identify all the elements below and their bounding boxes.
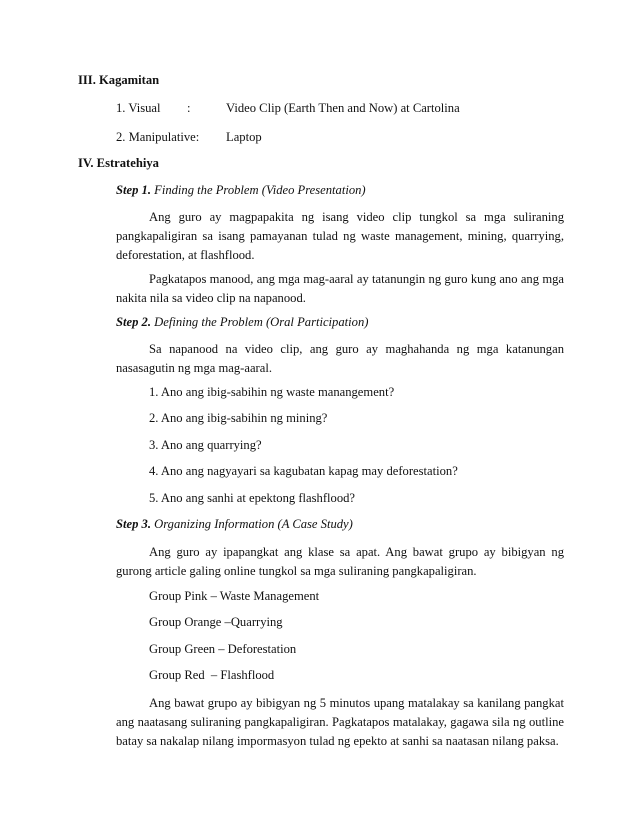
group-item: Group Green – Deforestation	[149, 642, 297, 656]
step-2-number: Step 2.	[116, 315, 151, 329]
group-item: Group Pink – Waste Management	[149, 589, 320, 603]
question-item: 1. Ano ang ibig-sabihin ng waste manangement?	[149, 385, 395, 399]
step-2-heading	[116, 315, 368, 330]
material-label-visual: 1. Visual	[116, 101, 161, 115]
step-1-paragraph-1-text: Ang guro ay magpapakita ng isang video clip tungkol sa mga suliraning pangkapaligiran sa isang pamayanan tulad ng waste management, mining, quarrying, deforestation, at flashflood.	[116, 210, 564, 262]
step-1-paragraph-2-text: Pagkatapos manood, ang mga mag-aaral ay tatanungin ng guro kung ano ang mga nakita nila sa video clip na napanood.	[116, 272, 564, 305]
step-3-paragraph-2-text: Ang bawat grupo ay bibigyan ng 5 minutos upang matalakay sa kanilang pangkat ang naatasang suliraning pangkapaligiran. Pagkatapos matalakay, gagawa sila ng outline batay sa nakalap nilang impormasyon tulad ng epekto at sanhi sa naatasan nilang paksa.	[116, 696, 564, 748]
step-1-heading	[116, 183, 366, 198]
step-3-heading	[116, 517, 353, 532]
material-label-manipulative: 2. Manipulative:	[116, 130, 200, 144]
step-3-paragraph-1-text: Ang guro ay ipapangkat ang klase sa apat. Ang bawat grupo ay bibigyan ng gurong article galing online tungkol sa mga suliraning pangkapaligiran.	[116, 545, 564, 578]
material-separator: :	[187, 101, 191, 115]
step-3-paragraph-1	[116, 543, 564, 581]
step-2-paragraph-1	[116, 340, 564, 378]
question-item: 4. Ano ang nagyayari sa kagubatan kapag may deforestation?	[149, 464, 458, 478]
group-item: Group Orange –Quarrying	[149, 615, 283, 629]
group-item: Group Red – Flashflood	[149, 668, 275, 682]
step-1-paragraph-2	[116, 270, 564, 308]
question-item: 5. Ano ang sanhi at epektong flashflood?	[149, 491, 356, 505]
step-3-number: Step 3.	[116, 517, 151, 531]
question-item: 3. Ano ang quarrying?	[149, 438, 262, 452]
step-2-paragraph-1-text: Sa napanood na video clip, ang guro ay maghahanda ng mga katanungan nasasagutin ng mga mag-aaral.	[116, 342, 564, 375]
step-1-title: Finding the Problem (Video Presentation)	[150, 183, 366, 197]
material-value-manipulative: Laptop	[226, 130, 262, 144]
step-3-paragraph-2	[116, 694, 564, 751]
section-heading-estratehiya: IV. Estratehiya	[78, 156, 159, 170]
step-3-title: Organizing Information (A Case Study)	[150, 517, 353, 531]
question-item: 2. Ano ang ibig-sabihin ng mining?	[149, 411, 328, 425]
section-heading-kagamitan: III. Kagamitan	[78, 73, 160, 87]
step-1-number: Step 1.	[116, 183, 151, 197]
material-value-visual: Video Clip (Earth Then and Now) at Cartolina	[226, 101, 460, 115]
step-2-title: Defining the Problem (Oral Participation)	[150, 315, 369, 329]
step-1-paragraph-1	[116, 208, 564, 265]
